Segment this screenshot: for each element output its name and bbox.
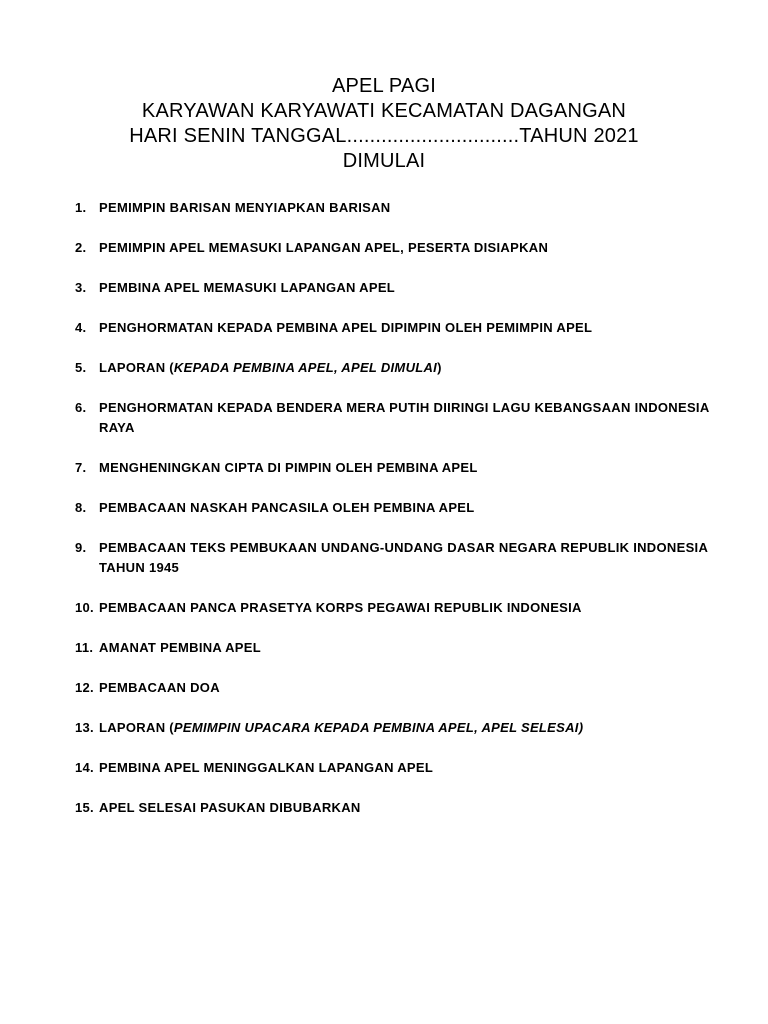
document-date-line: HARI SENIN TANGGAL..............................TAHUN 2021 [129, 125, 639, 147]
agenda-item-number: 15. [75, 800, 94, 815]
agenda-item-number: 6. [75, 400, 87, 415]
agenda-item-text-plain: LAPORAN ( [99, 720, 174, 735]
agenda-item-text: PENGHORMATAN KEPADA PEMBINA APEL DIPIMPIN OLEH PEMIMPIN APEL [99, 320, 593, 335]
agenda-item [75, 238, 715, 258]
agenda-item-text: PEMBACAAN DOA [99, 680, 220, 695]
document-title: APEL PAGI [331, 75, 437, 97]
agenda-item-number: 7. [75, 460, 87, 475]
agenda-item-text: PEMBACAAN NASKAH PANCASILA OLEH PEMBINA APEL [99, 500, 475, 515]
agenda-item-text: APEL SELESAI PASUKAN DIBUBARKAN [99, 800, 361, 815]
document-header [0, 74, 768, 174]
agenda-item [75, 198, 715, 218]
agenda-item-text: PEMIMPIN APEL MEMASUKI LAPANGAN APEL, PESERTA DISIAPKAN [99, 240, 549, 255]
agenda-item [75, 538, 715, 578]
agenda-item [75, 498, 715, 518]
agenda-item [75, 638, 715, 658]
agenda-item-number: 2. [75, 240, 87, 255]
document-status: DIMULAI [342, 150, 426, 172]
agenda-item-text [99, 358, 715, 378]
agenda-item [75, 798, 715, 818]
agenda-item [75, 598, 715, 618]
agenda-item-text: PENGHORMATAN KEPADA BENDERA MERA PUTIH DIIRINGI LAGU KEBANGSAAN INDONESIA RAYA [99, 400, 710, 435]
agenda-item-text [99, 718, 715, 738]
agenda-item-text: MENGHENINGKAN CIPTA DI PIMPIN OLEH PEMBINA APEL [99, 460, 478, 475]
agenda-item [75, 758, 715, 778]
agenda-item-number: 1. [75, 200, 87, 215]
agenda-item-number: 12. [75, 680, 94, 695]
agenda-item-text: PEMBACAAN PANCA PRASETYA KORPS PEGAWAI REPUBLIK INDONESIA [99, 600, 582, 615]
document-subtitle: KARYAWAN KARYAWATI KECAMATAN DAGANGAN [141, 100, 627, 122]
agenda-item-text: PEMBINA APEL MEMASUKI LAPANGAN APEL [99, 280, 396, 295]
agenda-item-number: 10. [75, 600, 94, 615]
agenda-item-number: 9. [75, 540, 87, 555]
agenda-item-number: 3. [75, 280, 87, 295]
agenda-item-text: PEMIMPIN BARISAN MENYIAPKAN BARISAN [99, 200, 391, 215]
agenda-item [75, 678, 715, 698]
agenda-item-number: 11. [75, 640, 94, 655]
agenda-item-number: 5. [75, 360, 87, 375]
agenda-item-text-italic: KEPADA PEMBINA APEL, APEL DIMULAI [173, 360, 438, 375]
agenda-item [75, 318, 715, 338]
agenda-item-text-italic: PEMIMPIN UPACARA KEPADA PEMBINA APEL, APEL SELESAI) [173, 720, 584, 735]
agenda-item-number: 14. [75, 760, 94, 775]
agenda-item [75, 458, 715, 478]
agenda-item-number: 13. [75, 720, 94, 735]
agenda-item-number: 4. [75, 320, 87, 335]
agenda-item-text-plain: ) [437, 360, 442, 375]
agenda-item [75, 718, 715, 738]
agenda-item-number: 8. [75, 500, 87, 515]
agenda-item-text-plain: LAPORAN ( [99, 360, 174, 375]
agenda-item-text: AMANAT PEMBINA APEL [99, 640, 261, 655]
agenda-item [75, 278, 715, 298]
agenda-item [75, 398, 715, 438]
agenda-item-text: PEMBINA APEL MENINGGALKAN LAPANGAN APEL [99, 760, 434, 775]
agenda-item [75, 358, 715, 378]
agenda-list [75, 198, 715, 838]
agenda-item-text: PEMBACAAN TEKS PEMBUKAAN UNDANG-UNDANG DASAR NEGARA REPUBLIK INDONESIA TAHUN 1945 [99, 540, 708, 575]
